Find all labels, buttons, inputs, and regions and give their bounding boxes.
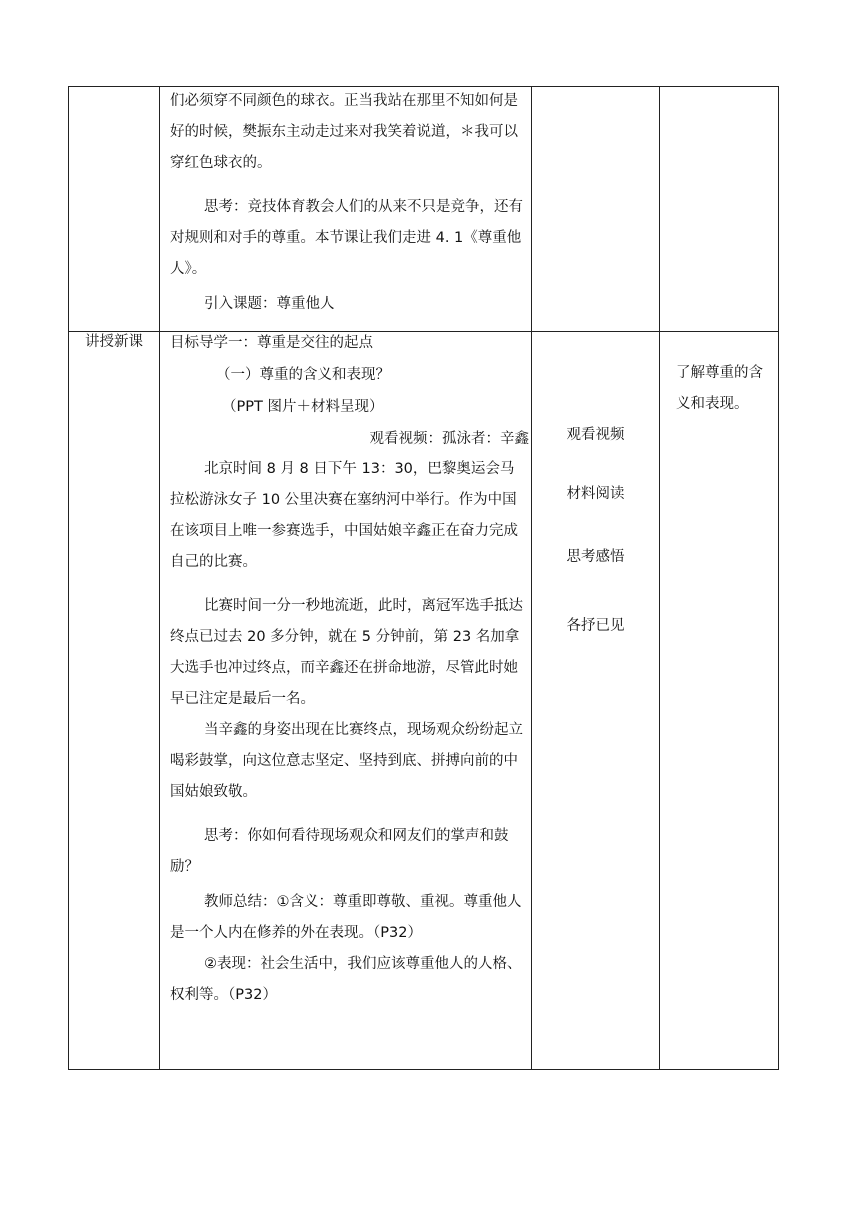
teacher-summary-meaning: 教师总结：①含义：尊重即尊敬、重视。尊重他人是一个人内在修养的外在表现。（P32） bbox=[170, 894, 522, 941]
goal-heading: 目标导学一：尊重是交往的起点 bbox=[170, 335, 373, 351]
lesson-plan-table bbox=[68, 86, 779, 1070]
thinking-question: 思考：你如何看待现场观众和网友们的掌声和鼓励？ bbox=[170, 828, 509, 875]
story-paragraph-3: 当辛鑫的身姿出现在比赛终点，现场观众纷纷起立喝彩鼓掌，向这位意志坚定、坚持到底、拼搏向前的中国姑娘致敬。 bbox=[170, 722, 523, 800]
stage-cell bbox=[69, 332, 160, 1070]
activity-item: 思考感悟 bbox=[566, 549, 625, 565]
activity-item: 各抒已见 bbox=[566, 618, 625, 634]
activity-cell-empty bbox=[532, 87, 660, 332]
teacher-summary-expression: ②表现：社会生活中，我们应该尊重他人的人格、权利等。（P32） bbox=[170, 956, 522, 1003]
stage-cell-empty bbox=[69, 87, 160, 332]
activity-cell bbox=[532, 332, 660, 1070]
story-paragraph-2: 比赛时间一分一秒地流逝，此时，离冠军选手抵达终点已过去 20 多分钟，就在 5 分钟前，第 23 名加拿大选手也冲过终点，而辛鑫还在拼命地游，尽管此时她早已注定是最后一名。 bbox=[170, 598, 523, 707]
content-cell-intro bbox=[160, 87, 532, 332]
intro-paragraph: 们必须穿不同颜色的球衣。正当我站在那里不知如何是好的时候，樊振东主动走过来对我笑着说道，＊我可以穿红色球衣的。 bbox=[170, 93, 518, 171]
activity-item: 材料阅读 bbox=[566, 486, 625, 502]
story-paragraph-1: 北京时间 8 月 8 日下午 13：30，巴黎奥运会马拉松游泳女子 10 公里决赛在塞纳河中举行。作为中国在该项目上唯一参赛选手，中国姑娘辛鑫正在奋力完成自己的比赛。 bbox=[170, 461, 518, 570]
material-note: （PPT 图片＋材料呈现） bbox=[222, 399, 384, 415]
intro-thinking-paragraph: 思考：竞技体育教会人们的从来不只是竞争，还有对规则和对手的尊重。本节课让我们走进 4. 1《尊重他人》。 bbox=[170, 199, 523, 277]
stage-label: 讲授新课 bbox=[85, 334, 143, 350]
goal-text: 了解尊重的含义和表现。 bbox=[676, 365, 763, 412]
table-row-intro bbox=[69, 87, 779, 332]
video-line: 观看视频：孤泳者：辛鑫 bbox=[369, 431, 529, 447]
table-row-new-lesson bbox=[69, 332, 779, 1070]
sub-heading: （一）尊重的含义和表现？ bbox=[216, 367, 390, 383]
goal-cell bbox=[660, 332, 779, 1070]
content-cell-lesson bbox=[160, 332, 532, 1070]
goal-cell-empty bbox=[660, 87, 779, 332]
intro-topic-line: 引入课题：尊重他人 bbox=[204, 296, 335, 312]
activity-item: 观看视频 bbox=[566, 427, 625, 443]
